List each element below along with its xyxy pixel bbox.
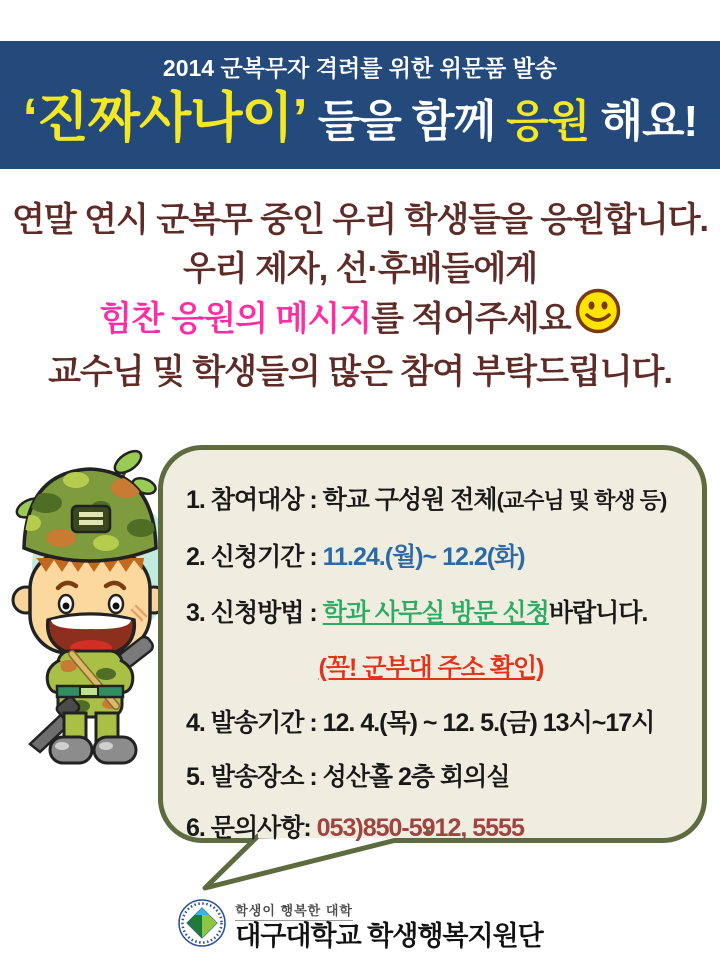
item2-value: 11.24.(월)~ 12.2(화)	[322, 543, 525, 571]
item2-label: 2. 신청기간 :	[186, 543, 323, 571]
item5-label: 5. 발송장소 :	[186, 763, 323, 791]
banner-headline	[0, 89, 720, 151]
banner-subtitle: 2014 군복무자 격려를 위한 위문품 발송	[162, 55, 558, 81]
banner	[0, 41, 720, 169]
item3-label: 3. 신청방법 :	[186, 599, 323, 627]
item1-value: 학교 구성원 전체	[322, 486, 497, 514]
list-item-apply-method	[186, 593, 647, 629]
smiley-face-icon	[575, 288, 621, 348]
intro-line-2: 우리 제자, 선·후배들에게	[182, 250, 538, 288]
item1-label: 1. 참여대상 :	[186, 486, 323, 514]
headline-part-white-2: 해요!	[600, 97, 698, 146]
list-item-send-period	[186, 703, 654, 739]
intro-line-4: 교수님 및 학생들의 많은 참여 부탁드립니다.	[48, 353, 672, 391]
list-item-send-place	[186, 757, 509, 793]
item1-paren: (교수님 및 학생 등)	[496, 488, 667, 513]
footer-org-name: 대구대학교 학생행복지원단	[235, 921, 543, 951]
item3-suffix: 바랍니다.	[548, 599, 648, 627]
intro-paragraph	[0, 196, 720, 397]
item5-value: 성산홀 2층 회의실	[322, 763, 510, 791]
intro-line-3	[0, 294, 720, 348]
footer-tagline: 학생이 행복한 대학	[235, 900, 353, 921]
list-item-participants	[186, 480, 666, 516]
headline-part-yellow-2: 응원	[506, 97, 590, 146]
headline-part-white-1: 들을 함께	[317, 97, 507, 146]
item4-label: 4. 발송기간 :	[186, 709, 323, 737]
intro-line-1: 연말 연시 군복무 중인 우리 학생들을 응원합니다.	[11, 201, 708, 239]
intro-line-3-highlight: 힘찬 응원의 메시지	[99, 299, 372, 338]
list-item-apply-period	[186, 537, 525, 573]
university-emblem-icon	[177, 898, 227, 953]
intro-line-3-rest: 를 적어주세요	[371, 299, 571, 338]
item3-value: 학과 사무실 방문 신청	[322, 599, 549, 627]
headline-part-yellow-1: ‘진짜사나이’	[22, 88, 307, 148]
item6-label: 6. 문의사항:	[186, 814, 317, 842]
note-check-address: (꼭! 군부대 주소 확인)	[318, 654, 544, 682]
item6-value: 053)850-5912, 5555	[316, 814, 524, 842]
list-item-contact	[186, 808, 524, 844]
footer-logo	[0, 898, 720, 953]
soldier-mascot-icon	[6, 448, 170, 783]
footer-text	[235, 900, 543, 951]
item4-value: 12. 4.(목) ~ 12. 5.(금) 13시~17시	[322, 709, 655, 737]
